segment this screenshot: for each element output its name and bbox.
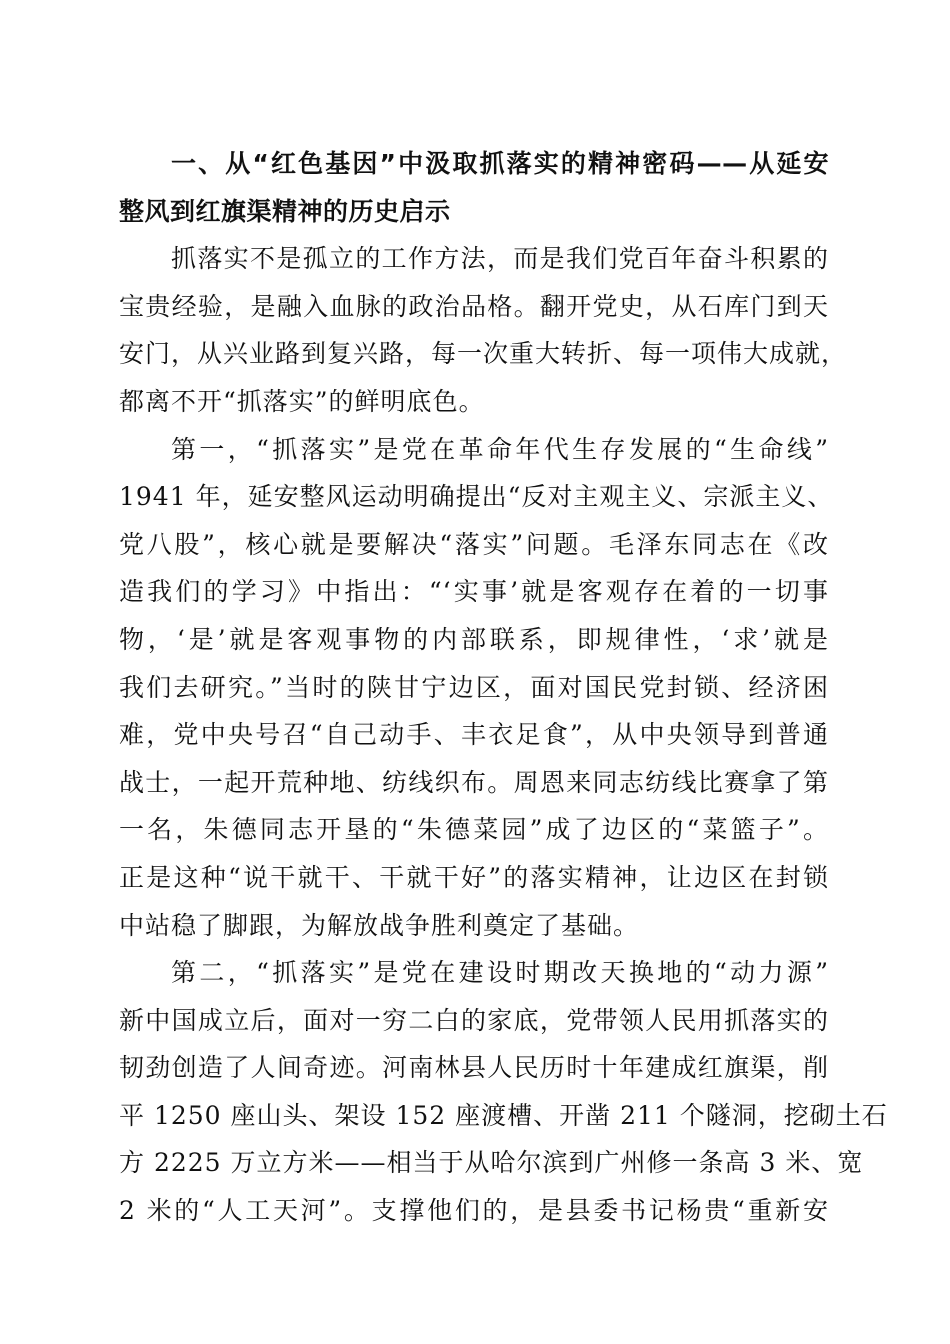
paragraph-line: 一名，朱德同志开垦的“朱德菜园”成了边区的“菜篮子”。 bbox=[119, 815, 829, 845]
paragraph-line: 韧劲创造了人间奇迹。河南林县人民历时十年建成红旗渠，削 bbox=[119, 1053, 829, 1083]
paragraph-line: 安门，从兴业路到复兴路，每一次重大转折、每一项伟大成就， bbox=[119, 339, 848, 369]
paragraph-line: 战士，一起开荒种地、纺线织布。周恩来同志纺线比赛拿了第 bbox=[119, 767, 829, 797]
paragraph-line: 物，‘是’就是客观事物的内部联系，即规律性，‘求’就是 bbox=[119, 624, 829, 654]
paragraph-line: 难，党中央号召“自己动手、丰衣足食”，从中央领导到普通 bbox=[119, 720, 829, 750]
paragraph-line: 第一，“抓落实”是党在革命年代生存发展的“生命线” bbox=[171, 434, 829, 464]
paragraph-line: 2 米的“人工天河”。支撑他们的，是县委书记杨贵“重新安 bbox=[119, 1196, 829, 1226]
paragraph-line: 中站稳了脚跟，为解放战争胜利奠定了基础。 bbox=[119, 910, 640, 940]
paragraph-line: 方 2225 万立方米——相当于从哈尔滨到广州修一条高 3 米、宽 bbox=[119, 1148, 864, 1178]
document-body bbox=[119, 140, 888, 1235]
paragraph-line: 第二，“抓落实”是党在建设时期改天换地的“动力源” bbox=[171, 958, 829, 988]
paragraph-intro bbox=[119, 235, 848, 425]
paragraph-line: 平 1250 座山头、架设 152 座渡槽、开凿 211 个隧洞，挖砌土石 bbox=[119, 1100, 888, 1130]
paragraph-line: 都离不开“抓落实”的鲜明底色。 bbox=[119, 386, 485, 416]
paragraph-line: 1941 年，延安整风运动明确提出“反对主观主义、宗派主义、 bbox=[119, 482, 834, 512]
paragraph-line: 我们去研究。”当时的陕甘宁边区，面对国民党封锁、经济困 bbox=[119, 672, 829, 702]
paragraph-line: 党八股”，核心就是要解决“落实”问题。毛泽东同志在《改 bbox=[119, 529, 829, 559]
paragraph-line: 抓落实不是孤立的工作方法，而是我们党百年奋斗积累的 bbox=[171, 244, 829, 274]
heading-line: 整风到红旗渠精神的历史启示 bbox=[119, 196, 451, 226]
paragraph-line: 正是这种“说干就干、干就干好”的落实精神，让边区在封锁 bbox=[119, 862, 829, 892]
paragraph-second-point bbox=[119, 949, 888, 1235]
paragraph-line: 造我们的学习》中指出：“‘实事’就是客观存在着的一切事 bbox=[119, 577, 829, 607]
heading-line: 一、从“红色基因”中汲取抓落实的精神密码——从延安 bbox=[171, 149, 829, 178]
paragraph-first-point bbox=[119, 426, 834, 950]
section-heading bbox=[119, 140, 829, 235]
paragraph-line: 宝贵经验，是融入血脉的政治品格。翻开党史，从石库门到天 bbox=[119, 291, 829, 321]
paragraph-line: 新中国成立后，面对一穷二白的家底，党带领人民用抓落实的 bbox=[119, 1005, 829, 1035]
